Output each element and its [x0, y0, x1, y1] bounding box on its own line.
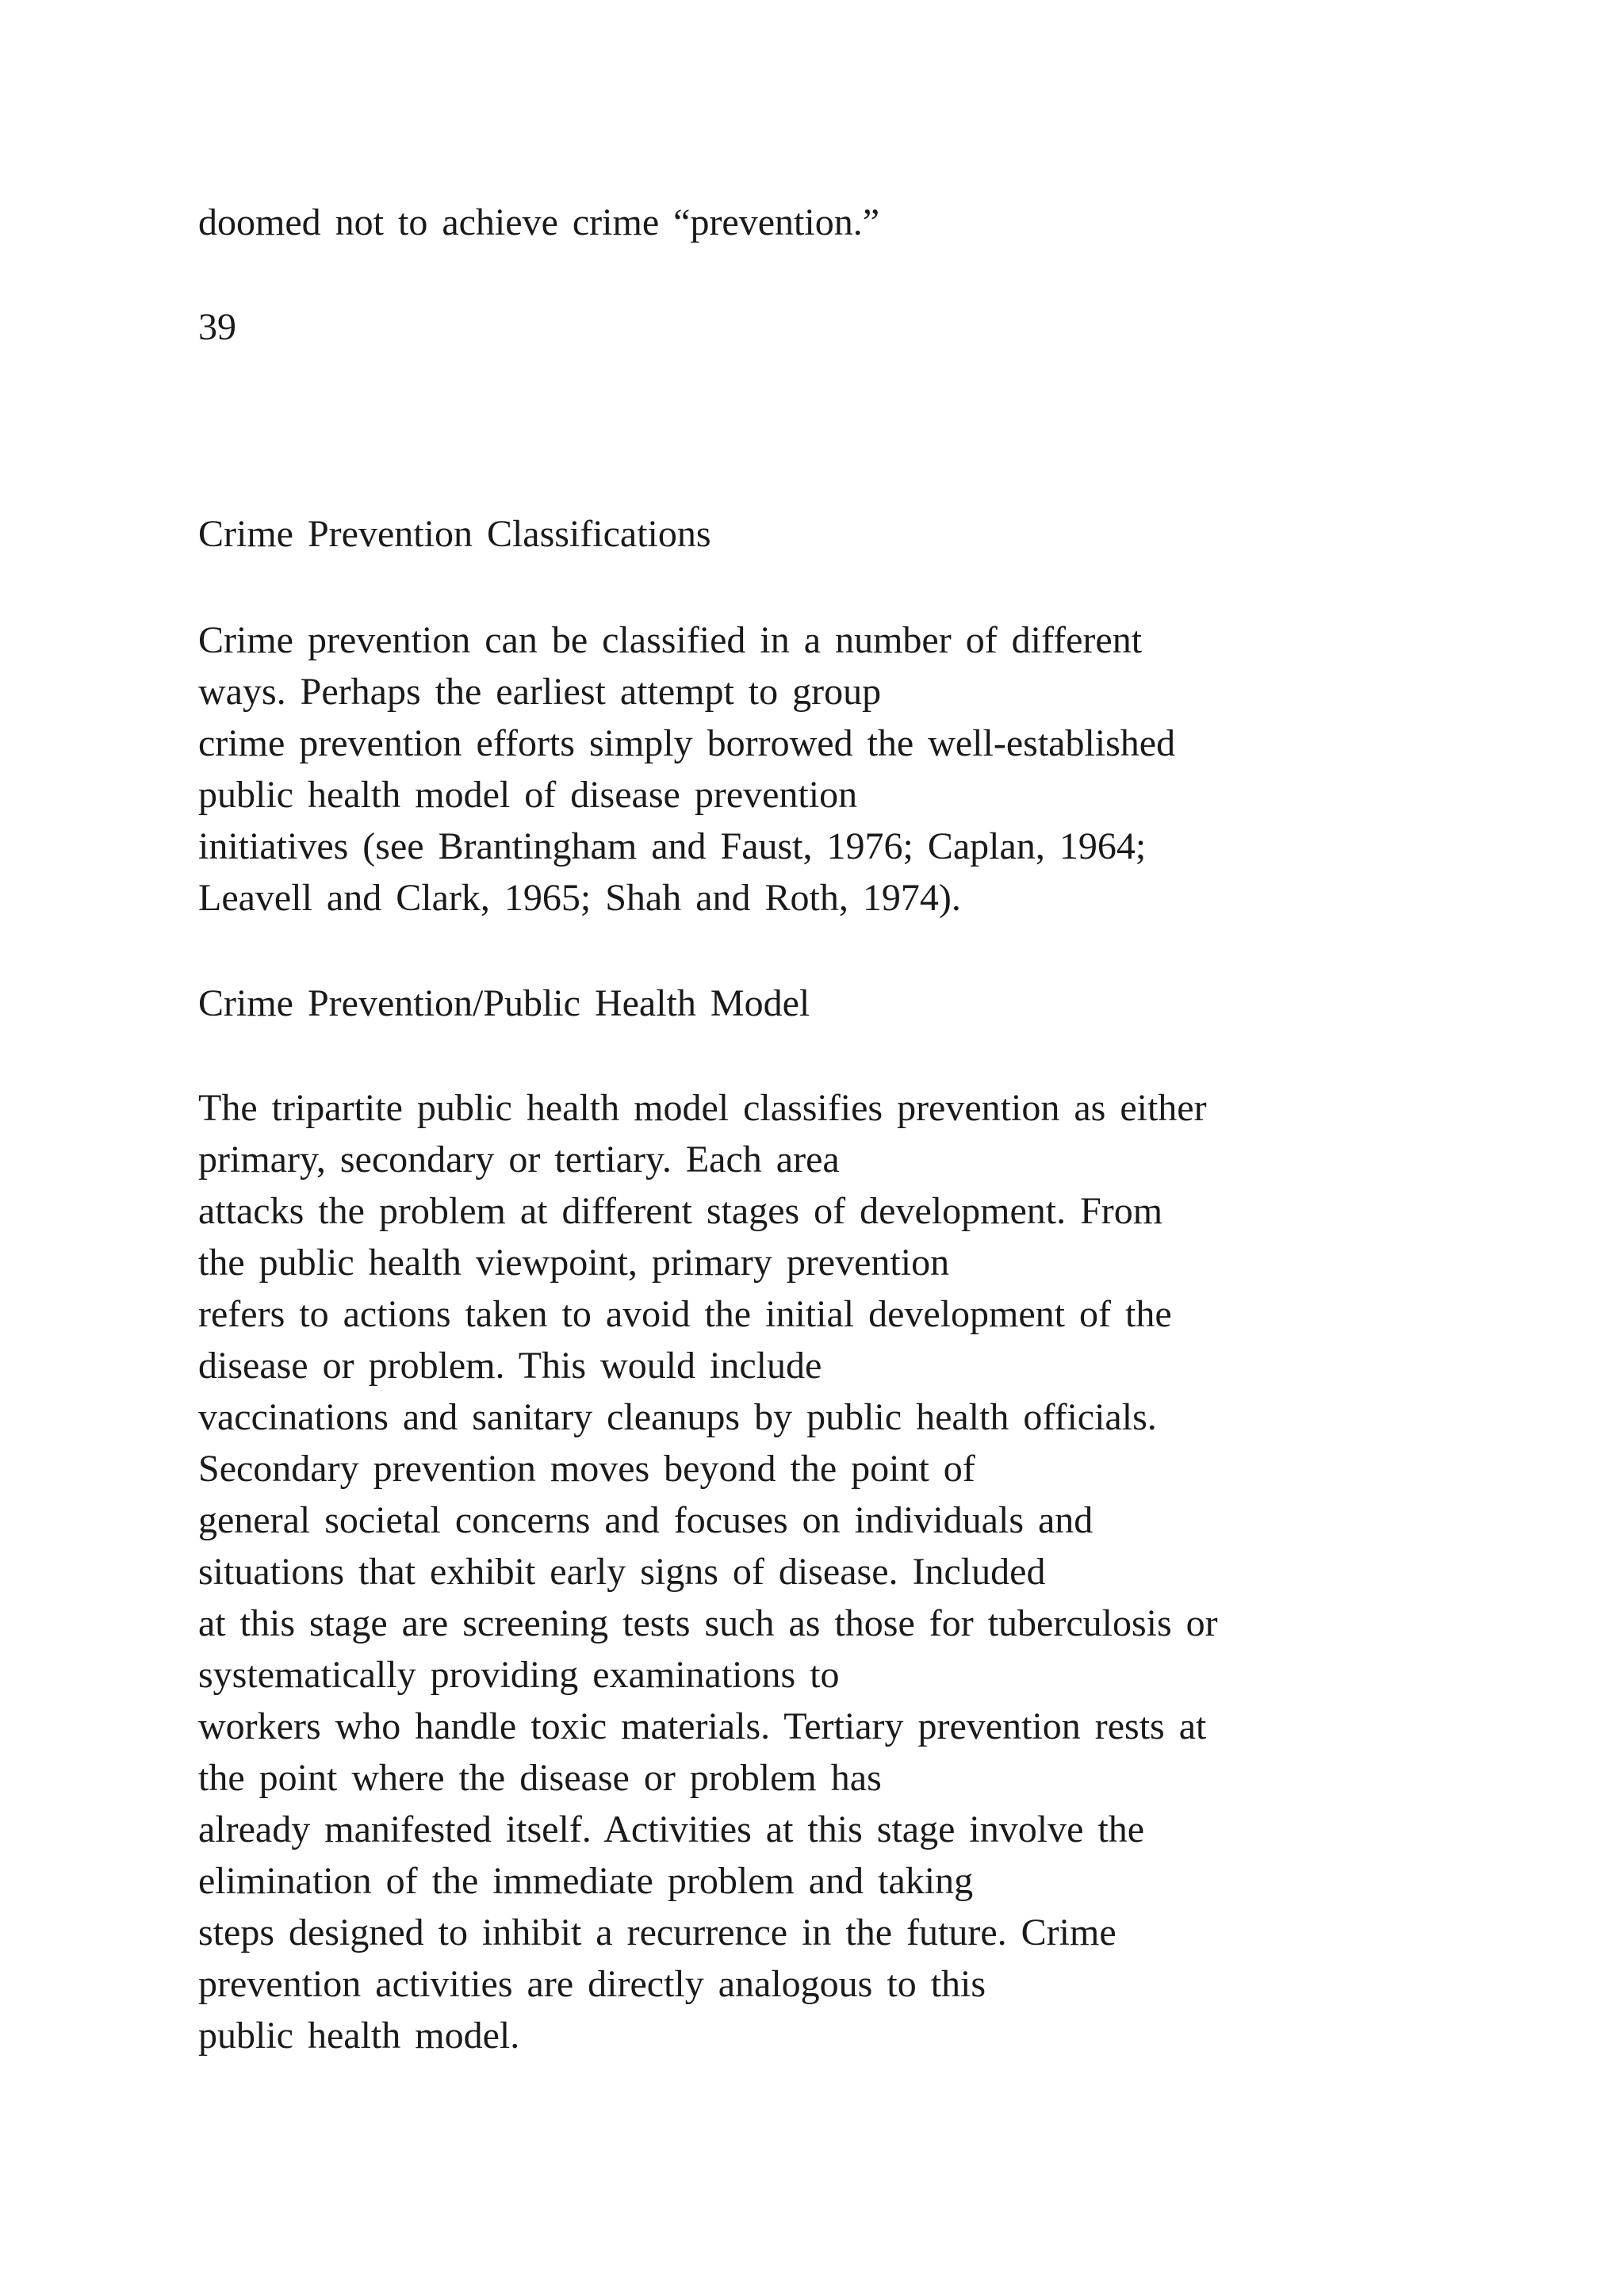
text-line: refers to actions taken to avoid the initial development of the	[198, 1293, 1172, 1335]
page-number	[198, 301, 1594, 353]
page-number-text: 39	[198, 306, 236, 348]
text-line: public health model.	[198, 2015, 520, 2057]
section-heading	[198, 508, 1594, 560]
text-line: public health model of disease prevention	[198, 774, 858, 816]
paragraph-2	[198, 1082, 1594, 2061]
text-line: situations that exhibit early signs of disease. Included	[198, 1551, 1046, 1593]
text-line: workers who handle toxic materials. Tertiary prevention rests at	[198, 1705, 1207, 1747]
section-heading-text: Crime Prevention Classifications	[198, 513, 711, 555]
continuation-line	[198, 197, 1594, 248]
text-line: attacks the problem at different stages of development. From	[198, 1190, 1163, 1232]
text-line: Crime prevention can be classified in a number of different	[198, 619, 1143, 661]
text-line: at this stage are screening tests such as those for tuberculosis or	[198, 1602, 1218, 1644]
text-line: Secondary prevention moves beyond the point of	[198, 1448, 975, 1490]
text-line: elimination of the immediate problem and taking	[198, 1860, 974, 1902]
text-line: The tripartite public health model classifies prevention as either	[198, 1087, 1207, 1129]
text-line: Leavell and Clark, 1965; Shah and Roth, 1974).	[198, 877, 961, 919]
text-line: systematically providing examinations to	[198, 1654, 840, 1696]
text-line: general societal concerns and focuses on individuals and	[198, 1499, 1094, 1541]
subsection-heading	[198, 978, 1594, 1029]
text-line: steps designed to inhibit a recurrence in the future. Crime	[198, 1911, 1116, 1954]
text-line: vaccinations and sanitary cleanups by public health officials.	[198, 1396, 1157, 1438]
text-line: disease or problem. This would include	[198, 1345, 822, 1387]
text-line: initiatives (see Brantingham and Faust, 1976; Caplan, 1964;	[198, 825, 1147, 867]
text-line: ways. Perhaps the earliest attempt to group	[198, 671, 882, 713]
text-line: the point where the disease or problem has	[198, 1757, 882, 1799]
subsection-heading-text: Crime Prevention/Public Health Model	[198, 982, 810, 1024]
text-line: the public health viewpoint, primary prevention	[198, 1242, 950, 1284]
text-line: already manifested itself. Activities at this stage involve the	[198, 1808, 1145, 1850]
text-line: primary, secondary or tertiary. Each area	[198, 1138, 840, 1181]
text-line: prevention activities are directly analogous to this	[198, 1963, 986, 2005]
text-line: doomed not to achieve crime “prevention.”	[198, 201, 880, 243]
paragraph-1	[198, 614, 1594, 924]
text-line: crime prevention efforts simply borrowed the well-established	[198, 722, 1176, 764]
